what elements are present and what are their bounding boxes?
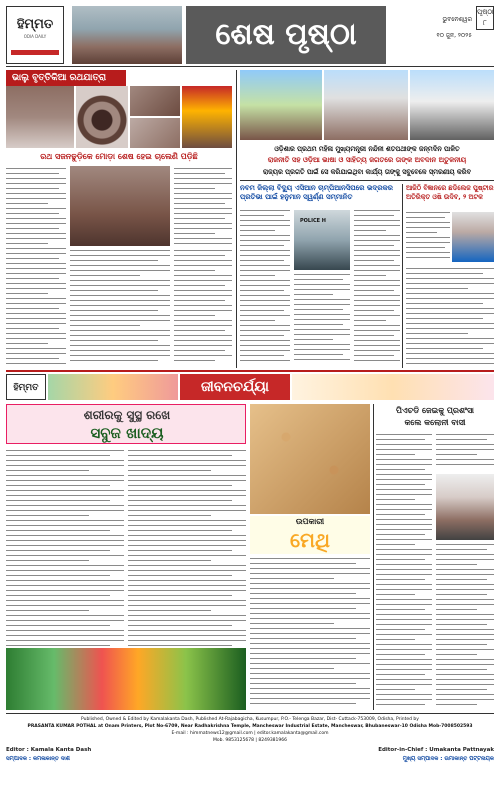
lifestyle-banner-photo-right xyxy=(292,374,494,400)
imprint-line-1: Published, Owned & Edited by Kamalakanta Dash, Published At-Rajabagicha, Kusumpur, P.O.- Telenga Bazar, Dist- Cuttack-753009, Odisha, Printed by xyxy=(81,717,419,722)
science-text-col-2 xyxy=(406,268,494,368)
green-food-headline-1: ଶରୀରକୁ ସୁସ୍ଥ ରଖେ xyxy=(83,408,171,422)
logo-subtitle: ODIA DAILY xyxy=(23,34,47,39)
phd-headline-2: କଲେ କଲୋନୀ ବାସୀ xyxy=(404,418,466,427)
odisha-rule xyxy=(240,180,494,181)
rathayatra-text-col-1 xyxy=(6,168,66,368)
imprint-line-3: E-mail : himmatnews12@gmail.com | editor.kamalakanta@gmail.com xyxy=(171,731,329,736)
green-food-headline-box xyxy=(6,404,246,444)
imprint-line-4: Mob. 9853125678 | 8249381966 xyxy=(213,738,287,743)
date-block xyxy=(392,12,472,44)
photo-sign-text: POLICE H xyxy=(300,218,326,224)
sports-text-col-2 xyxy=(294,274,350,368)
chariot-detail-photo xyxy=(182,86,232,148)
science-text-col-1 xyxy=(406,212,450,266)
odisha-headline-1: ଓଡ଼ିଶାର ପ୍ରଥମ ମହିଳା ମୁଖ୍ୟମନ୍ତ୍ରୀ ନନ୍ଦିନୀ ଶତପଥୀଙ୍କ ଜନ୍ମଦିନ ପାଳିତ xyxy=(274,145,460,153)
odisha-headline-2: ରାଜନୀତି ସହ ଓଡ଼ିଆ ଭାଷା ଓ ସାହିତ୍ୟ ଜଗତରେ ତାଙ୍କ ଅବଦାନ ଅତୁଳନୀୟ xyxy=(267,156,467,164)
crowd-photo-2 xyxy=(130,118,180,148)
page-label: ପୃଷ୍ଠା xyxy=(477,8,494,16)
crowd-photo-1 xyxy=(130,86,180,116)
lifestyle-logo-text: ହିମ୍ମତ xyxy=(13,383,39,393)
page-title: ଶେଷ ପୃଷ୍ଠା xyxy=(186,6,386,64)
page-number-box xyxy=(476,6,494,30)
phd-text-col-3 xyxy=(436,544,494,710)
lifestyle-logo xyxy=(6,374,46,400)
editor-left: Editor : Kamala Kanta Dash xyxy=(6,747,92,753)
rathayatra-text-col-2 xyxy=(174,168,232,248)
editor-left-odia: ସମ୍ପାଦକ : କମଳାକାନ୍ତ ଦାଶ xyxy=(6,756,70,762)
officer-portrait-photo xyxy=(452,212,494,262)
rathayatra-text-col-3 xyxy=(70,250,170,368)
phd-text-col-2 xyxy=(436,434,494,472)
section-label-rathayatra: ଭାଲୁ ବୃତ୍ତିକିଆ ରଥଯାତ୍ରା xyxy=(6,70,126,86)
footer-rule xyxy=(6,713,494,714)
science-headline: ଆଜିଠି ବିଜ୍ଞାନରେ ଛଡିଲେଜ ପୁଷ୍ଟୀର ଅତିରିକ୍ତ ଓଷି ଉଦିବ, ୨ ଅଟକ xyxy=(406,184,494,201)
imprint-footer xyxy=(6,716,494,744)
odisha-headline-3: ରାଜ୍ୟର ପ୍ରଗତି ପାଇଁ ସେ କରିଯାଇଥିବା କାର୍ଯ୍ୟ ତାଙ୍କୁ ସବୁବେଳେ ସ୍ମରଣୀୟ କରିବ xyxy=(262,168,472,176)
issue-date: ୧୦ ଜୁନ, ୨୦୨୫ xyxy=(436,32,472,39)
police-award-photo xyxy=(294,210,350,270)
lifestyle-banner-food-photo xyxy=(48,374,178,400)
sports-headline: ନବମ ଜିଲ୍ଲା ବିଦ୍ୟୁ ଏସିଆନ ଚାମ୍ପିଆନସିପରେ ଭଦ୍ରକର ପ୍ରତିଭା ପାଇଁ ହନୁମାନ ସ୍ୱର୍ଣ୍ଣ ସମ୍ମାନିତ xyxy=(240,184,393,201)
ceremony-photo-guests xyxy=(410,70,494,140)
temple-photo xyxy=(72,6,182,64)
phd-text-col-1 xyxy=(376,434,432,710)
logo-text: ହିମ୍ମତ xyxy=(16,17,54,32)
ceremony-photo-statue xyxy=(240,70,322,140)
imprint-line-2: PRASANTA KUMAR POTHAL at Onam Printers, Plot No-6709, Near Radhakrishna Temple, Mancheswar Industrial Estate, Mancheswar, Bhubaneswar-10 Odisha Mob-7008502593 xyxy=(27,724,473,729)
editor-right: Editor-in-Chief : Umakanta Pattnayak xyxy=(378,747,494,753)
methi-label: ଉପକାରୀ xyxy=(295,517,325,526)
news-divider xyxy=(402,184,403,368)
masthead xyxy=(6,6,494,64)
vegetables-photo xyxy=(6,648,246,710)
lifestyle-divider xyxy=(373,404,374,710)
rathayatra-chariot-photo xyxy=(6,86,74,148)
lifestyle-top-rule xyxy=(6,370,494,372)
rathayatra-text-col-4 xyxy=(174,250,232,368)
ceremony-photo-garland xyxy=(324,70,408,140)
editor-right-odia: ମୁଖ୍ୟ ସମ୍ପାଦକ : ଉମାକାନ୍ତ ପଟ୍ଟନାୟକ xyxy=(402,756,494,762)
city-label: ଭୁବନେଶ୍ୱର xyxy=(442,16,472,23)
rathayatra-headline: ରଥ ସଜନଢୁଡ଼ିକେ ମୋଡ଼ା ଶେଷ ହେଇ ଚାଲେଣି ପଡ଼ିଛି xyxy=(40,152,198,161)
phd-student-portrait xyxy=(436,474,494,540)
methi-word: ମେଥି xyxy=(290,528,330,552)
column-divider xyxy=(236,70,237,368)
sports-text-col-1 xyxy=(240,210,290,368)
fenugreek-seeds-photo xyxy=(250,404,370,514)
chariot-wheel-photo xyxy=(76,86,128,148)
masthead-rule xyxy=(6,66,494,67)
newspaper-logo xyxy=(6,6,64,64)
sports-text-col-3 xyxy=(354,210,400,368)
methi-title-box xyxy=(250,516,370,554)
rathayatra-article-photo xyxy=(70,166,170,246)
methi-text-col xyxy=(250,558,370,708)
green-food-headline-2: ସବୁଜ ଖାଦ୍ୟ xyxy=(90,424,164,442)
page-number: ୮ xyxy=(483,19,487,27)
logo-bar xyxy=(11,50,59,55)
phd-headline-1: ପିଏଚଡି ଜେଇକୁ ପ୍ରଶଂସା xyxy=(396,406,474,415)
lifestyle-section-label: ଜୀବନଚର୍ଯ୍ୟା xyxy=(180,374,290,400)
